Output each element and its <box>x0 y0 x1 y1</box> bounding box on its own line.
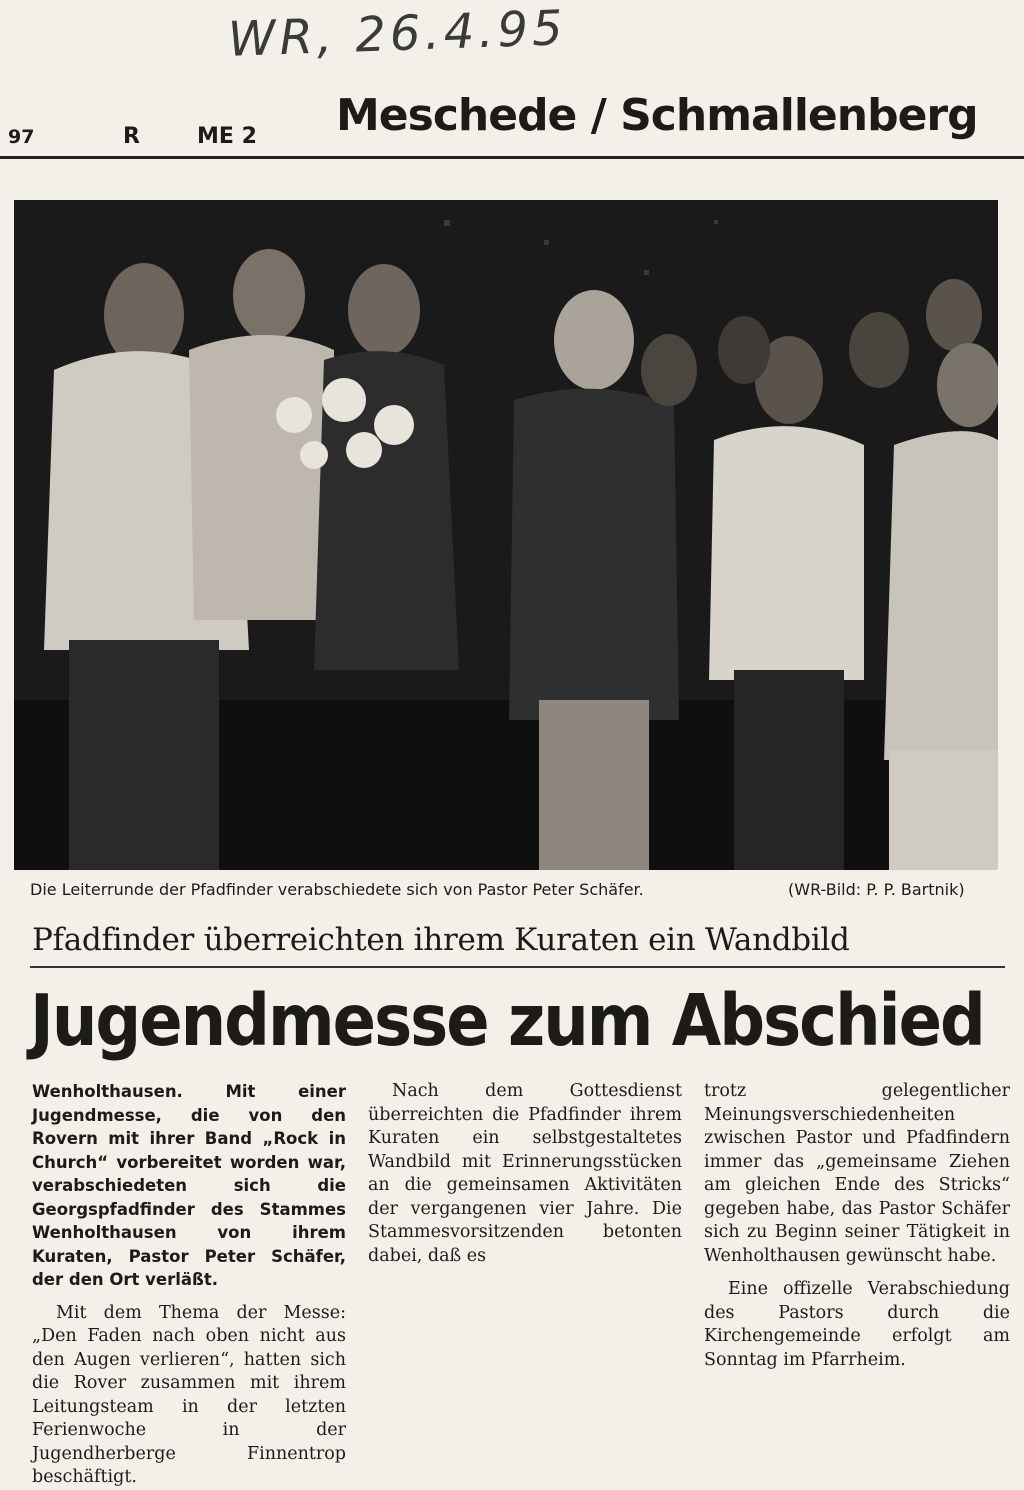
article-lead: Wenholthausen. Mit einer Jugendmesse, die von den Rovern mit ihrer Band „Rock in Church“ vorbereitet worden war, verabschiedeten sich die Georgspfadfinder des Stammes Wenholthausen von ihrem Kuraten, Pastor Peter Schäfer, der den Ort verläßt. <box>32 1082 346 1289</box>
handwritten-date-annotation: WR, 26.4.95 <box>227 0 568 68</box>
photo-caption: Die Leiterrunde der Pfadfinder verabschiedete sich von Pastor Peter Schäfer. <box>30 880 644 899</box>
article-column-2 <box>368 1080 682 1268</box>
article-paragraph-4: Eine offizelle Verabschiedung des Pastors durch die Kirchengemeinde erfolgt am Sonntag im Pfarrheim. <box>704 1279 1010 1370</box>
kicker-rule <box>30 966 1005 968</box>
group-photo <box>14 200 998 870</box>
edition-code: R <box>123 124 140 149</box>
section-code: ME 2 <box>197 124 257 149</box>
article-kicker: Pfadfinder überreichten ihrem Kuraten ein Wandbild <box>32 922 850 958</box>
photo-caption-line <box>30 880 1010 899</box>
masthead-rule <box>0 156 1024 159</box>
masthead <box>0 88 1024 158</box>
article-column-3 <box>704 1080 1010 1372</box>
section-title: Meschede / Schmallenberg <box>336 90 978 141</box>
article-paragraph-3: trotz gelegentlicher Meinungsverschiedenheiten zwischen Pastor und Pfadfindern immer das „gemeinsame Ziehen am gleichen Ende des Stricks“ gegeben habe, das Pastor Schäfer sich zu Beginn seiner Tätigkeit in Wenholthausen gewünscht habe. <box>704 1081 1010 1266</box>
group-photo-illustration <box>14 200 998 870</box>
article-paragraph-1: Mit dem Thema der Messe: „Den Faden nach oben nicht aus den Augen verlieren“, hatten sich die Rover zusammen mit ihrem Leitungsteam in der letzten Ferienwoche in der Jugendherberge Finnentrop beschäftigt. <box>32 1302 346 1487</box>
article-paragraph-2: Nach dem Gottesdienst überreichten die Pfadfinder ihrem Kuraten ein selbstgestaltetes Wandbild mit Erinnerungsstücken an die gemeinsamen Aktivitäten der vergangenen vier Jahre. Die Stammesvorsitzenden betonten dabei, daß es <box>368 1081 682 1266</box>
page-number: 97 <box>8 126 35 148</box>
article-column-1 <box>32 1080 346 1490</box>
photo-credit: (WR-Bild: P. P. Bartnik) <box>788 880 965 899</box>
article-headline: Jugendmesse zum Abschied <box>30 980 984 1063</box>
